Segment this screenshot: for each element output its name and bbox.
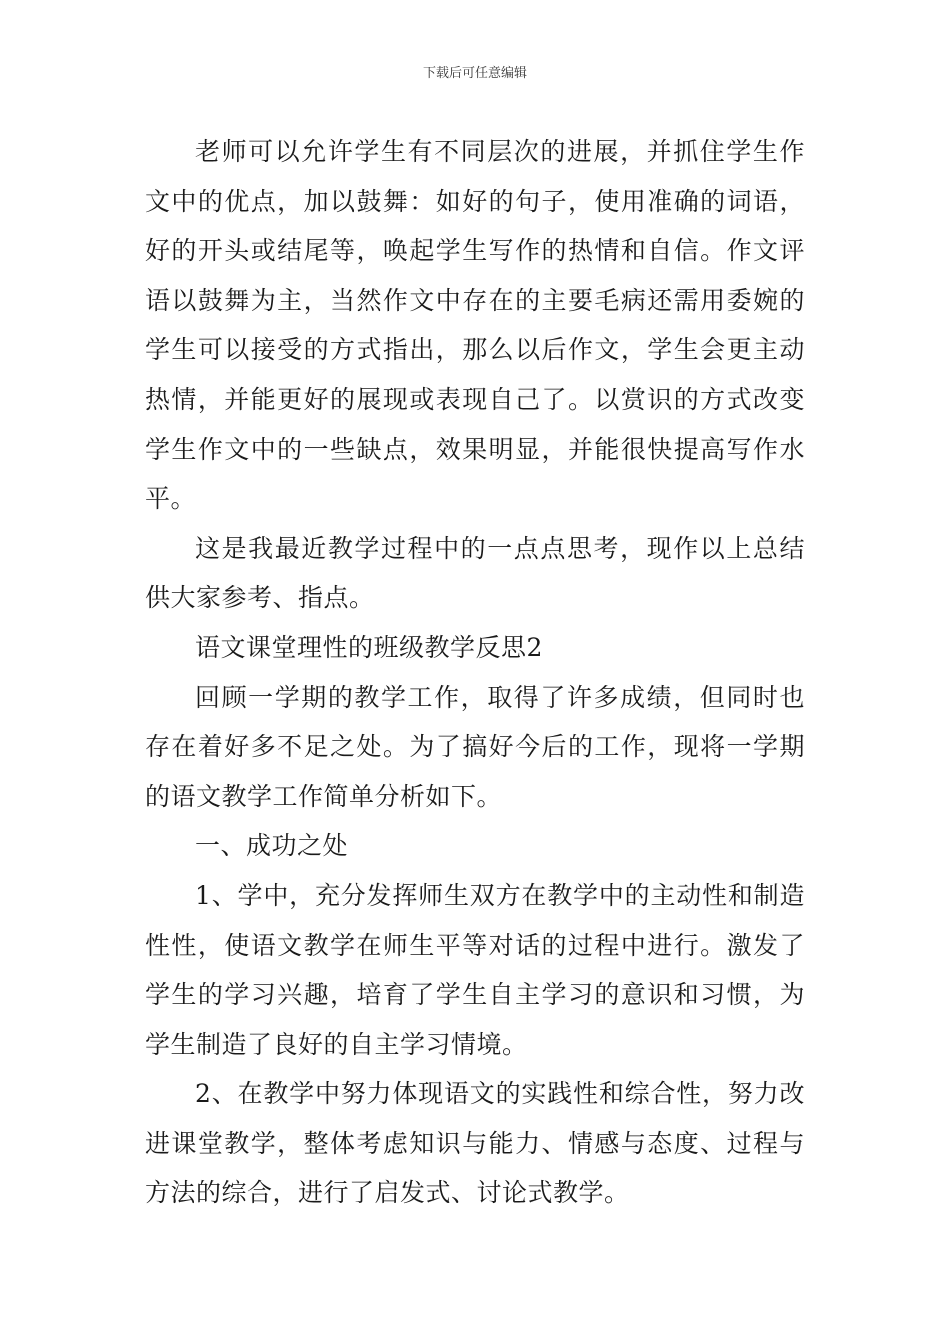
paragraph: 这是我最近教学过程中的一点点思考，现作以上总结供大家参考、指点。 — [145, 533, 805, 613]
paragraph: 2、在教学中努力体现语文的实践性和综合性，努力改进课堂教学，整体考虑知识与能力、情感与态度、过程与方法的综合，进行了启发式、讨论式教学。 — [145, 1079, 805, 1208]
paragraph: 回顾一学期的教学工作，取得了许多成绩，但同时也存在着好多不足之处。为了搞好今后的工作，现将一学期的语文教学工作简单分析如下。 — [145, 682, 805, 811]
page-header: 下载后可任意编辑 — [422, 66, 527, 81]
document-body — [145, 127, 805, 1218]
section-title: 语文课堂理性的班级教学反思2 — [195, 632, 543, 662]
paragraph: 老师可以允许学生有不同层次的进展，并抓住学生作文中的优点，加以鼓舞：如好的句子，使用准确的词语，好的开头或结尾等，唤起学生写作的热情和自信。作文评语以鼓舞为主，当然作文中存在的主要毛病还需用委婉的学生可以接受的方式指出，那么以后作文，学生会更主动热情，并能更好的展现或表现自己了。以赏识的方式改变学生作文中的一些缺点，效果明显，并能很快提高写作水平。 — [145, 137, 805, 514]
section-heading: 一、成功之处 — [195, 831, 349, 861]
paragraph: 1、学中，充分发挥师生双方在教学中的主动性和制造性性，使语文教学在师生平等对话的过程中进行。激发了学生的学习兴趣，培育了学生自主学习的意识和习惯，为学生制造了良好的自主学习情境。 — [145, 880, 805, 1059]
